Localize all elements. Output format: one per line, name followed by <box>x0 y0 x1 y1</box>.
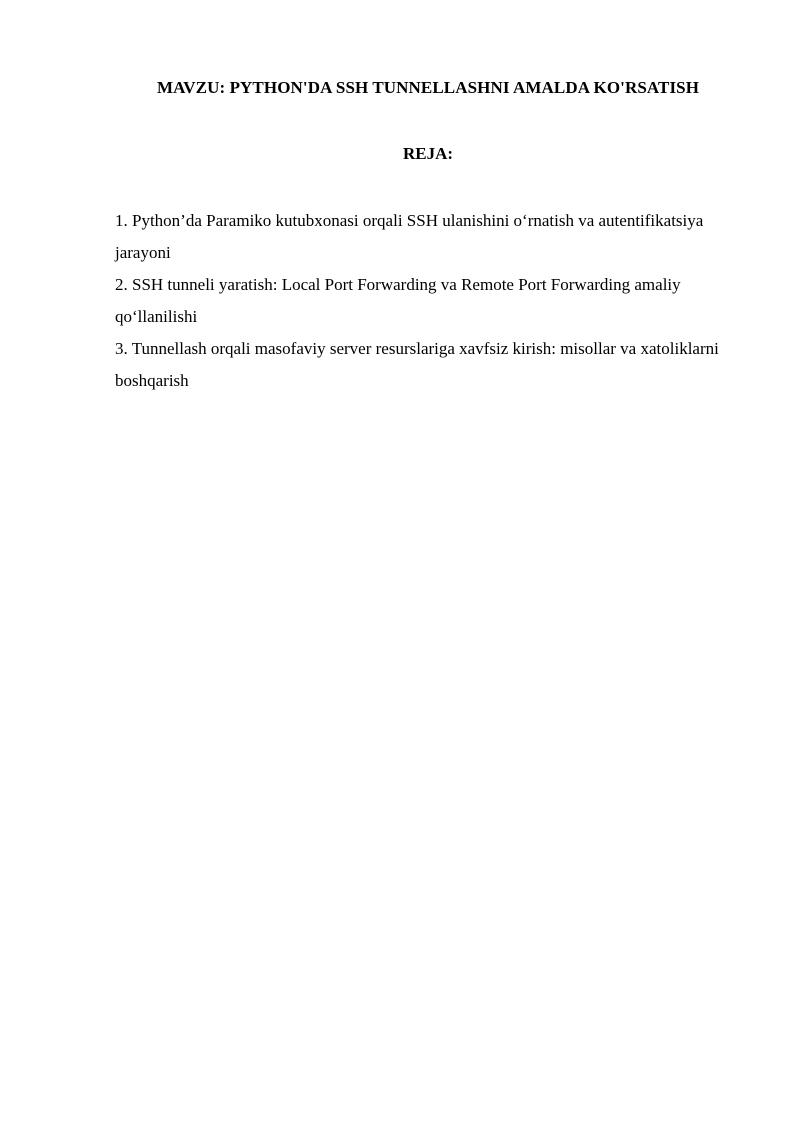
plan-list <box>115 205 755 397</box>
plan-item-2: 2. SSH tunneli yaratish: Local Port Forwarding va Remote Port Forwarding amaliy qo‘llanilishi <box>115 275 681 326</box>
plan-heading: REJA: <box>402 144 454 163</box>
plan-item-3: 3. Tunnellash orqali masofaviy server resurslariga xavfsiz kirish: misollar va xatoliklarni boshqarish <box>115 339 719 390</box>
document-title: MAVZU: PYTHON'DA SSH TUNNELLASHNI AMALDA KO'RSATISH <box>156 78 700 97</box>
plan-item-1: 1. Python’da Paramiko kutubxonasi orqali SSH ulanishini o‘rnatish va autentifikatsiya jarayoni <box>115 211 704 262</box>
